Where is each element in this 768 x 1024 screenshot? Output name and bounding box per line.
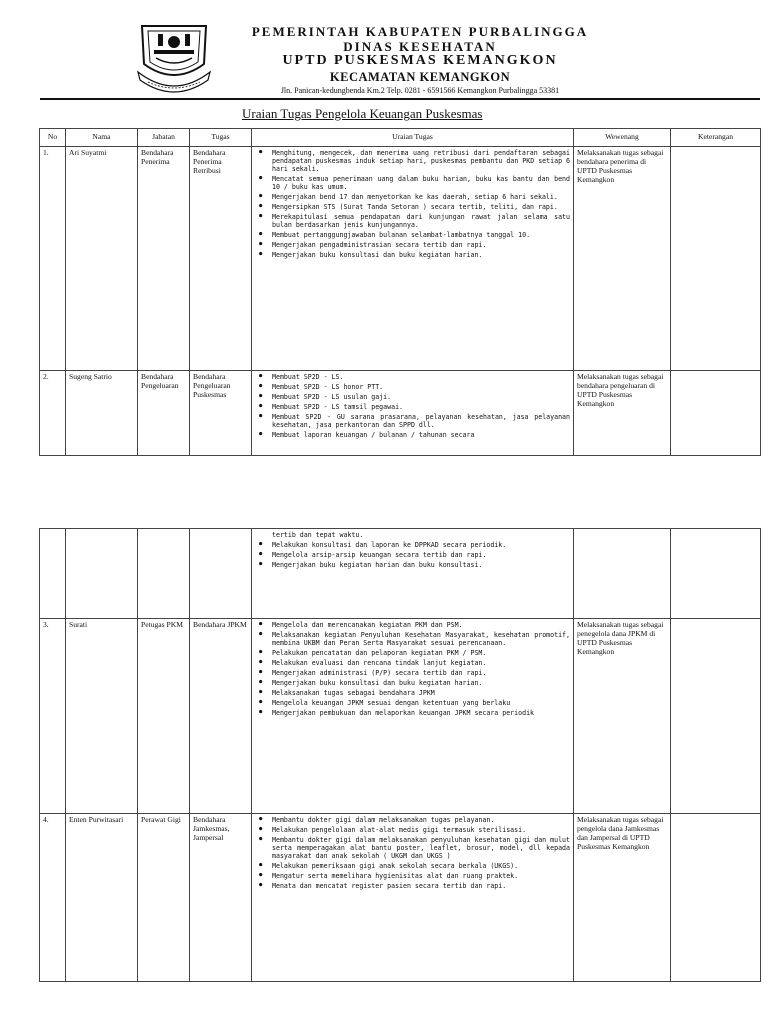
row-duty: Bendahara Pengeluaran Puskesmas (190, 370, 252, 455)
document-title: Uraian Tugas Pengelola Keuangan Puskesmas (242, 106, 483, 121)
row-task-list (252, 619, 574, 814)
row-number: 2. (40, 370, 66, 455)
task-item: ● Melakukan konsultasi dan laporan ke DPPKAD secara periodik. (255, 541, 570, 549)
col-header-no: No (40, 129, 66, 147)
task-item: ● Mengelola dan merencanakan kegiatan PKM dan PSM. (255, 621, 570, 629)
table-header-row (40, 129, 761, 147)
header-agency: DINAS KESEHATAN (343, 39, 497, 54)
col-header-jabatan: Jabatan (138, 129, 190, 147)
task-item: ● Membuat SP2D - LS tamsil pegawai. (255, 403, 570, 411)
table-row (40, 370, 761, 455)
row-remarks (671, 814, 761, 982)
task-item: ● Melaksanakan kegiatan Penyuluhan Kesehatan Masyarakat, kesehatan promotif, membina UKBM dan Peran Serta Masyarakat sesuai perencanaan. (255, 631, 570, 647)
task-item: ● Membuat SP2D - LS honor PTT. (255, 383, 570, 391)
task-item: ● Merekapitulasi semua pendapatan dari kunjungan rawat jalan selama satu bulan berdasarkan jenis kunjungannya. (255, 213, 570, 229)
task-item: ● Membuat SP2D - LS usulan gaji. (255, 393, 570, 401)
row-position: Bendahara Penerima (138, 146, 190, 370)
task-item: ● Membuat pertanggungjawaban bulanan selambat-lambatnya tanggal 10. (255, 231, 570, 239)
header-district: KECAMATAN KEMANGKON (329, 70, 511, 84)
task-item: ● Mengerjakan pengadministrasian secara tertib dan rapi. (255, 241, 570, 249)
task-item: ● Pelakukan pencatatan dan pelaporan kegiatan PKM / PSM. (255, 649, 570, 657)
header-government: PEMERINTAH KABUPATEN PURBALINGGA (251, 24, 589, 39)
task-item: ● Membantu dokter gigi dalam melaksanakan tugas pelayanan. (255, 816, 570, 824)
task-item: ● Melakukan pengelolaan alat-alat medis gigi termasuk sterilisasi. (255, 826, 570, 834)
task-item: ● Membantu dokter gigi dalam melaksanakan penyuluhan kesehatan gigi dan mulut serta memperagakan alat bantu poster, leaflet, brosur, model, dll kepada masyarakat dan anak sekolah ( UKGM dan UKGS ) (255, 836, 570, 860)
row-task-list (252, 146, 574, 370)
row-duty: Bendahara Penerima Retribusi (190, 146, 252, 370)
row-number: 1. (40, 146, 66, 370)
row-remarks (671, 370, 761, 455)
col-header-wewenang: Wewenang (574, 129, 671, 147)
task-item: ● Mengerjakan pembukuan dan melaporkan keuangan JPKM secara periodik (255, 709, 570, 717)
row-number: 4. (40, 814, 66, 982)
duties-table-part-1 (39, 128, 761, 456)
task-item: ● Menata dan mencatat register pasien secara tertib dan rapi. (255, 882, 570, 890)
task-item: ● Membuat SP2D - GU sarana prasarana, pelayanan kesehatan, jasa pelayanan kesehatan, jasa perkantoran dan SPPD dll. (255, 413, 570, 429)
row-position: Petugas PKM (138, 619, 190, 814)
row-position: Bendahara Pengeluaran (138, 370, 190, 455)
task-item: ● Mengerjakan buku konsultasi dan buku kegiatan harian. (255, 679, 570, 687)
col-header-keterangan: Keterangan (671, 129, 761, 147)
col-header-nama: Nama (66, 129, 138, 147)
task-item: ● Mencatat semua penerimaan uang dalam buku harian, buku kas bantu dan bend 10 / buku kas umum. (255, 175, 570, 191)
row-name: Ari Suyatmi (66, 146, 138, 370)
task-item: ● Membuat SP2D - LS. (255, 373, 570, 381)
duties-table-part-2 (39, 528, 761, 982)
row-task-list (252, 370, 574, 455)
row-authority: Melaksanakan tugas sebagai bendahara pengeluaran di UPTD Puskesmas Kemangkon (574, 370, 671, 455)
task-item: ● Mengerjakan buku kegiatan harian dan buku konsultasi. (255, 561, 570, 569)
task-item: ● Melakukan pemeriksaan gigi anak sekolah secara berkala (UKGS). (255, 862, 570, 870)
row-authority: Melaksanakan tugas sebagai pengelola dana Jamkesmas dan Jampersal di UPTD Puskesmas Kemangkon (574, 814, 671, 982)
task-item: ● Mengelola keuangan JPKM sesuai dengan ketentuan yang berlaku (255, 699, 570, 707)
col-header-uraian-tugas: Uraian Tugas (252, 129, 574, 147)
row-authority: Melaksanakan tugas sebagai penegelola dana JPKM di UPTD Puskesmas Kemangkon (574, 619, 671, 814)
row-position: Perawat Gigi (138, 814, 190, 982)
row-name: Sugeng Satrio (66, 370, 138, 455)
task-item: ● Mengatur serta memelihara hygienisitas alat dan ruang praktek. (255, 872, 570, 880)
row-name: Surati (66, 619, 138, 814)
row-duty: Bendahara Jamkesmas, Jampersal (190, 814, 252, 982)
task-item: ● Mengerjakan buku konsultasi dan buku kegiatan harian. (255, 251, 570, 259)
table-row (40, 619, 761, 814)
task-item: ● Melaksanakan tugas sebagai bendahara JPKM (255, 689, 570, 697)
row-remarks (671, 619, 761, 814)
task-item: ● Membuat laporan keuangan / bulanan / tahunan secara (255, 431, 570, 439)
header-divider (40, 98, 760, 100)
row-task-list (252, 529, 574, 619)
task-item: ● Mengerjakan bend 17 dan menyetorkan ke kas daerah, setiap 6 hari sekali. (255, 193, 570, 201)
table-row (40, 146, 761, 370)
row-authority: Melaksanakan tugas sebagai bendahara penerima di UPTD Puskesmas Kemangkon (574, 146, 671, 370)
header-unit: UPTD PUSKESMAS KEMANGKON (282, 53, 558, 68)
task-continuation: tertib dan tepat waktu. (272, 531, 364, 539)
row-remarks (671, 146, 761, 370)
row-number: 3. (40, 619, 66, 814)
header-address: Jln. Panican-kedungbenda Km.2 Telp. 0281 - 6591566 Kemangkon Purbalingga 53381 (280, 86, 560, 95)
table-row (40, 814, 761, 982)
regency-emblem-logo (134, 20, 214, 96)
col-header-tugas: Tugas (190, 129, 252, 147)
row-task-list (252, 814, 574, 982)
task-item: ● Mengersipkan STS (Surat Tanda Setoran ) secara tertib, teliti, dan rapi. (255, 203, 570, 211)
row-name: Enten Purwitasari (66, 814, 138, 982)
row-duty: Bendahara JPKM (190, 619, 252, 814)
task-item: ● Mengelola arsip-arsip keuangan secara tertib dan rapi. (255, 551, 570, 559)
table-row-continuation (40, 529, 761, 619)
task-item: ● Mengerjakan administrasi (P/P) secara tertib dan rapi. (255, 669, 570, 677)
task-item: ● Menghitung, mengecek, dan menerima uang retribusi dari pendaftaran sebagai pendapatan puskesmas induk setiap hari, puskesmas pembantu dan PKD setiap 6 hari sekali. (255, 149, 570, 173)
task-item: ● Melakukan evaluasi dan rencana tindak lanjut kegiatan. (255, 659, 570, 667)
